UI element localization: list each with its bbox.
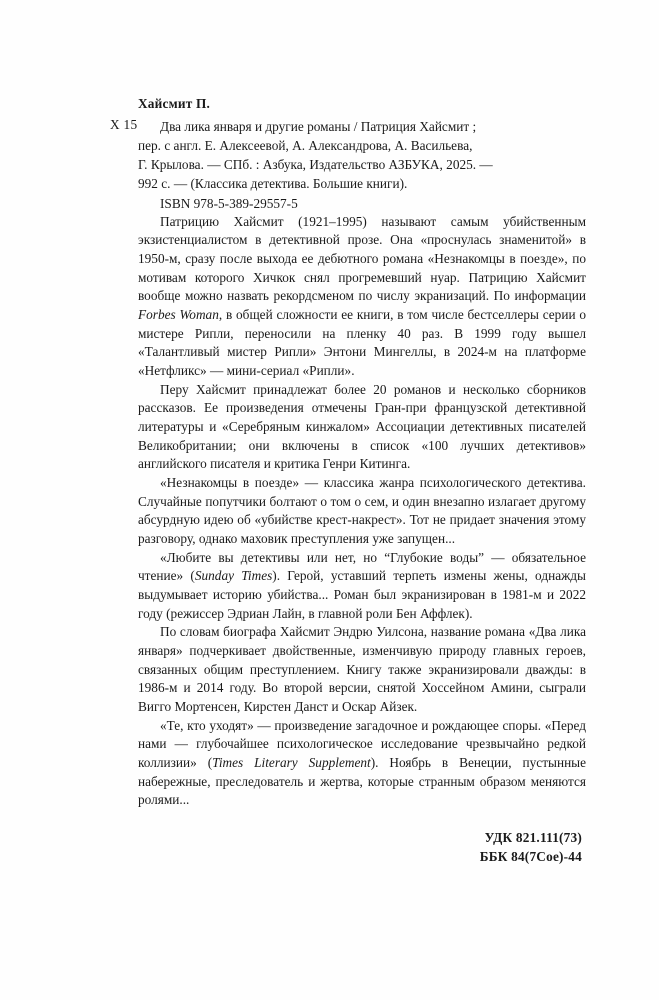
author-heading: Хайсмит П. bbox=[138, 96, 211, 111]
classification-codes bbox=[138, 828, 586, 867]
annotation-paragraph: «Те, кто уходят» — произведение загадочное и рождающее споры. «Перед нами — глубочайшее психологическое исследование чрезвычайно редкой коллизии» (Times Literary Supplement). Ноябрь в Венеции, пустынные набережные, преследователь и жертва, которые странным образом меняются ролями... bbox=[138, 717, 587, 808]
cutter-code: Х 15 bbox=[110, 117, 138, 132]
annotation-paragraph: Перу Хайсмит принадлежат более 20 романов и несколько сборников рассказов. Ее произведения отмечены Гран-при французской детективной литературы и «Серебряным кинжалом» Ассоциации детективных писателей Великобритании; они включены в список «100 лучших детективов» английского писателя и критика Генри Китинга. bbox=[138, 381, 586, 472]
bibliographic-description bbox=[138, 118, 586, 194]
udk-code: УДК 821.111(73) bbox=[484, 830, 582, 845]
bib-line: пер. с англ. Е. Алексеевой, А. Александрова, А. Васильева, bbox=[138, 137, 473, 153]
annotation-paragraph: По словам биографа Хайсмит Эндрю Уилсона, название романа «Два лика января» подчеркивает двойственные, изменчивую природу главных героев, связанных общим преступлением. Книгу также экранизировали дважды: в 1986-м и 2014 году. Во второй версии, снятой Хоссейном Амини, сыграли Вигго Мортенсен, Кирстен Данст и Оскар Айзек. bbox=[138, 624, 586, 714]
annotation-paragraph: «Любите вы детективы или нет, но “Глубокие воды” — обязательное чтение» (Sunday Times). Герой, уставший терпеть измены жены, однажды выдумывает историю убийства... Роман был экранизирован в 1981-м и 2022 году (режиссер Эдриан Лайн, в главной роли Бен Аффлек). bbox=[138, 549, 586, 621]
annotation-text bbox=[138, 213, 586, 811]
bib-line: Два лика января и другие романы / Патриция Хайсмит ; bbox=[160, 119, 477, 134]
annotation-paragraph: «Незнакомцы в поезде» — классика жанра психологического детектива. Случайные попутчики болтают о том о сем, и один внезапно излагает другому абсурдную идею об «убийстве крест-накрест». Тот не придает значения этому разговору, однако маховик преступления уже запущен... bbox=[138, 474, 586, 546]
imprint-content bbox=[138, 96, 586, 867]
isbn: ISBN 978-5-389-29557-5 bbox=[160, 195, 298, 211]
bbk-code: ББК 84(7Сое)-44 bbox=[479, 849, 582, 865]
bib-line: Г. Крылова. — СПб. : Азбука, Издательство АЗБУКА, 2025. — bbox=[138, 156, 493, 172]
annotation-paragraph: Патрицию Хайсмит (1921–1995) называют самым убийственным экзистенциалистом в детективной прозе. Она «проснулась знаменитой» в 1950-м, сразу после выхода ее дебютного романа «Незнакомцы в поезде», по мотивам которого Хичкок снял прогремевший нуар. Патрицию Хайсмит вообще можно назвать рекордсменом по числу экранизаций. По информации Forbes Woman, в общей сложности ее книги, в том числе бестселлеры серии о мистере Рипли, переносили на пленку 40 раз. В 1999 году вышел «Талантливый мистер Рипли» Энтони Мингеллы, в 2024-м на платформе «Нетфликс» — мини-сериал «Рипли». bbox=[138, 213, 586, 378]
bib-line: 992 с. — (Классика детектива. Большие книги). bbox=[138, 175, 408, 191]
